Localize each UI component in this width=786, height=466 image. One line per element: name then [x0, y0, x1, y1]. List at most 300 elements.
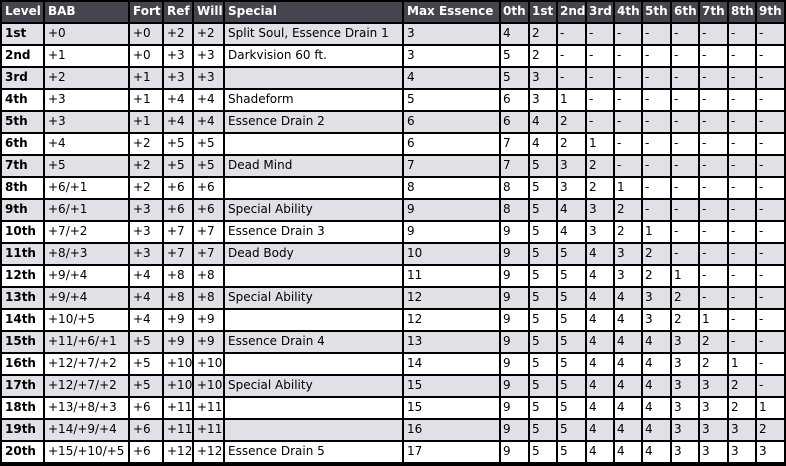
table-row [1, 133, 785, 155]
cell-s9: - [756, 243, 785, 265]
cell-s0: 9 [500, 397, 529, 419]
cell-s1: 5 [529, 309, 557, 331]
col-header-s3: 3rd [586, 1, 614, 23]
cell-s5: - [642, 89, 671, 111]
cell-fort: +3 [129, 221, 163, 243]
cell-fort: +5 [129, 375, 163, 397]
cell-s2: 5 [557, 309, 586, 331]
cell-bab: +13/+8/+3 [44, 397, 129, 419]
table-row [1, 177, 785, 199]
cell-s8: - [728, 331, 756, 353]
cell-fort: +6 [129, 397, 163, 419]
class-table-body [1, 23, 785, 464]
cell-s9: - [756, 221, 785, 243]
cell-s7: - [699, 111, 728, 133]
cell-fort: +2 [129, 133, 163, 155]
cell-s7: - [699, 155, 728, 177]
cell-max_essence: 16 [403, 419, 500, 441]
cell-ref: +5 [163, 155, 193, 177]
table-row [1, 441, 785, 464]
cell-s3: 4 [586, 441, 614, 464]
cell-s7: - [699, 45, 728, 67]
cell-s9: - [756, 133, 785, 155]
cell-s3: 2 [586, 155, 614, 177]
cell-s9: - [756, 353, 785, 375]
cell-s5: 4 [642, 419, 671, 441]
cell-max_essence: 15 [403, 375, 500, 397]
cell-level: 7th [1, 155, 44, 177]
cell-s5: 4 [642, 441, 671, 464]
cell-ref: +9 [163, 331, 193, 353]
cell-s7: 3 [699, 441, 728, 464]
cell-will: +9 [193, 309, 224, 331]
cell-s4: 4 [614, 397, 642, 419]
table-header [1, 1, 785, 23]
cell-level: 1st [1, 23, 44, 45]
cell-s3: - [586, 45, 614, 67]
cell-s1: 5 [529, 199, 557, 221]
cell-level: 4th [1, 89, 44, 111]
cell-s6: 2 [671, 309, 699, 331]
cell-s0: 4 [500, 23, 529, 45]
cell-s2: 5 [557, 265, 586, 287]
cell-s2: 2 [557, 111, 586, 133]
cell-s0: 9 [500, 441, 529, 464]
cell-s2: 5 [557, 441, 586, 464]
cell-s7: 1 [699, 309, 728, 331]
cell-s2: 5 [557, 353, 586, 375]
cell-special: Shadeform [224, 89, 403, 111]
cell-s1: 4 [529, 111, 557, 133]
cell-ref: +9 [163, 309, 193, 331]
cell-s4: 4 [614, 375, 642, 397]
table-row [1, 45, 785, 67]
cell-s5: - [642, 67, 671, 89]
cell-max_essence: 17 [403, 441, 500, 464]
col-header-fort: Fort [129, 1, 163, 23]
cell-ref: +12 [163, 441, 193, 464]
cell-s5: - [642, 111, 671, 133]
cell-s9: - [756, 177, 785, 199]
cell-special [224, 353, 403, 375]
cell-special: Dead Body [224, 243, 403, 265]
cell-s0: 9 [500, 243, 529, 265]
cell-bab: +15/+10/+5 [44, 441, 129, 464]
cell-s5: 3 [642, 287, 671, 309]
cell-s8: - [728, 265, 756, 287]
cell-bab: +12/+7/+2 [44, 353, 129, 375]
cell-level: 17th [1, 375, 44, 397]
cell-max_essence: 6 [403, 133, 500, 155]
cell-special: Essence Drain 2 [224, 111, 403, 133]
cell-ref: +4 [163, 111, 193, 133]
cell-ref: +7 [163, 243, 193, 265]
cell-max_essence: 9 [403, 221, 500, 243]
cell-s9: - [756, 89, 785, 111]
cell-level: 2nd [1, 45, 44, 67]
cell-fort: +2 [129, 155, 163, 177]
cell-s3: 1 [586, 133, 614, 155]
cell-level: 12th [1, 265, 44, 287]
cell-s4: 2 [614, 221, 642, 243]
cell-fort: +0 [129, 45, 163, 67]
cell-s2: 5 [557, 397, 586, 419]
table-row [1, 353, 785, 375]
cell-special: Essence Drain 5 [224, 441, 403, 464]
cell-max_essence: 11 [403, 265, 500, 287]
cell-will: +3 [193, 45, 224, 67]
cell-max_essence: 13 [403, 331, 500, 353]
cell-s1: 2 [529, 23, 557, 45]
cell-s8: - [728, 111, 756, 133]
cell-s6: 3 [671, 419, 699, 441]
cell-s4: 2 [614, 199, 642, 221]
col-header-level: Level [1, 1, 44, 23]
cell-s3: - [586, 23, 614, 45]
cell-s1: 5 [529, 265, 557, 287]
cell-s9: 3 [756, 441, 785, 464]
cell-ref: +3 [163, 67, 193, 89]
cell-bab: +12/+7/+2 [44, 375, 129, 397]
cell-level: 16th [1, 353, 44, 375]
cell-s7: - [699, 265, 728, 287]
table-row [1, 243, 785, 265]
col-header-s7: 7th [699, 1, 728, 23]
cell-s2: - [557, 23, 586, 45]
cell-s9: - [756, 23, 785, 45]
cell-s7: - [699, 287, 728, 309]
cell-s6: - [671, 111, 699, 133]
cell-s0: 9 [500, 331, 529, 353]
cell-s0: 6 [500, 89, 529, 111]
cell-bab: +3 [44, 111, 129, 133]
cell-s9: - [756, 45, 785, 67]
cell-will: +11 [193, 419, 224, 441]
cell-will: +9 [193, 331, 224, 353]
header-row [1, 1, 785, 23]
cell-will: +4 [193, 89, 224, 111]
cell-s4: - [614, 155, 642, 177]
cell-s8: - [728, 309, 756, 331]
cell-s3: 4 [586, 265, 614, 287]
cell-special: Special Ability [224, 287, 403, 309]
cell-s0: 5 [500, 45, 529, 67]
cell-s9: - [756, 155, 785, 177]
cell-s4: 4 [614, 441, 642, 464]
cell-special [224, 419, 403, 441]
cell-will: +3 [193, 67, 224, 89]
cell-s7: - [699, 89, 728, 111]
cell-max_essence: 8 [403, 177, 500, 199]
cell-special: Essence Drain 3 [224, 221, 403, 243]
cell-special [224, 177, 403, 199]
table-row [1, 265, 785, 287]
cell-ref: +6 [163, 199, 193, 221]
cell-s6: - [671, 45, 699, 67]
cell-s6: - [671, 199, 699, 221]
cell-s8: - [728, 199, 756, 221]
cell-max_essence: 12 [403, 309, 500, 331]
cell-will: +8 [193, 287, 224, 309]
table-row [1, 287, 785, 309]
cell-s1: 5 [529, 397, 557, 419]
cell-s2: 5 [557, 243, 586, 265]
cell-s1: 5 [529, 441, 557, 464]
cell-s2: 5 [557, 331, 586, 353]
cell-s5: 4 [642, 397, 671, 419]
cell-fort: +1 [129, 67, 163, 89]
cell-s1: 5 [529, 331, 557, 353]
cell-bab: +9/+4 [44, 265, 129, 287]
table-row [1, 89, 785, 111]
cell-s5: - [642, 155, 671, 177]
cell-s6: - [671, 155, 699, 177]
table-row [1, 111, 785, 133]
cell-s6: 1 [671, 265, 699, 287]
cell-s2: 4 [557, 199, 586, 221]
cell-s3: 4 [586, 243, 614, 265]
cell-special: Essence Drain 4 [224, 331, 403, 353]
col-header-s1: 1st [529, 1, 557, 23]
cell-s5: 2 [642, 243, 671, 265]
cell-s4: 4 [614, 419, 642, 441]
cell-special [224, 309, 403, 331]
cell-s8: 3 [728, 419, 756, 441]
cell-bab: +6/+1 [44, 199, 129, 221]
cell-s6: 3 [671, 331, 699, 353]
table-row [1, 155, 785, 177]
table-row [1, 67, 785, 89]
col-header-s4: 4th [614, 1, 642, 23]
cell-level: 11th [1, 243, 44, 265]
cell-max_essence: 7 [403, 155, 500, 177]
cell-fort: +6 [129, 441, 163, 464]
cell-fort: +3 [129, 199, 163, 221]
cell-s1: 3 [529, 67, 557, 89]
cell-s0: 8 [500, 199, 529, 221]
col-header-ref: Ref [163, 1, 193, 23]
cell-s2: - [557, 45, 586, 67]
cell-ref: +2 [163, 23, 193, 45]
cell-will: +6 [193, 199, 224, 221]
cell-level: 13th [1, 287, 44, 309]
cell-s2: - [557, 67, 586, 89]
cell-s2: 5 [557, 375, 586, 397]
cell-level: 9th [1, 199, 44, 221]
cell-s0: 9 [500, 353, 529, 375]
cell-s8: - [728, 221, 756, 243]
cell-special [224, 265, 403, 287]
cell-s8: - [728, 287, 756, 309]
cell-s0: 9 [500, 265, 529, 287]
cell-s0: 9 [500, 375, 529, 397]
cell-max_essence: 6 [403, 111, 500, 133]
cell-s4: 3 [614, 243, 642, 265]
cell-s6: 3 [671, 353, 699, 375]
cell-bab: +3 [44, 89, 129, 111]
cell-s6: - [671, 221, 699, 243]
cell-s9: - [756, 111, 785, 133]
cell-s5: - [642, 23, 671, 45]
cell-s7: - [699, 177, 728, 199]
col-header-s0: 0th [500, 1, 529, 23]
cell-max_essence: 3 [403, 23, 500, 45]
cell-s3: 4 [586, 287, 614, 309]
cell-bab: +10/+5 [44, 309, 129, 331]
table-row [1, 419, 785, 441]
cell-s7: 3 [699, 397, 728, 419]
cell-s9: - [756, 375, 785, 397]
cell-bab: +7/+2 [44, 221, 129, 243]
cell-fort: +1 [129, 89, 163, 111]
cell-max_essence: 9 [403, 199, 500, 221]
cell-bab: +14/+9/+4 [44, 419, 129, 441]
cell-fort: +5 [129, 331, 163, 353]
cell-bab: +6/+1 [44, 177, 129, 199]
cell-max_essence: 5 [403, 89, 500, 111]
col-header-s2: 2nd [557, 1, 586, 23]
cell-s8: - [728, 133, 756, 155]
cell-s3: 3 [586, 199, 614, 221]
cell-s6: - [671, 177, 699, 199]
cell-s9: - [756, 265, 785, 287]
cell-s0: 9 [500, 287, 529, 309]
table-row [1, 331, 785, 353]
cell-s7: - [699, 199, 728, 221]
cell-s7: 2 [699, 331, 728, 353]
cell-s8: - [728, 45, 756, 67]
cell-fort: +3 [129, 243, 163, 265]
cell-special: Special Ability [224, 375, 403, 397]
col-header-s9: 9th [756, 1, 785, 23]
cell-ref: +11 [163, 397, 193, 419]
cell-s9: - [756, 309, 785, 331]
cell-max_essence: 10 [403, 243, 500, 265]
cell-s6: - [671, 67, 699, 89]
cell-level: 6th [1, 133, 44, 155]
cell-s3: 4 [586, 419, 614, 441]
cell-s1: 5 [529, 221, 557, 243]
cell-s3: 2 [586, 177, 614, 199]
cell-s4: 4 [614, 287, 642, 309]
cell-fort: +4 [129, 287, 163, 309]
cell-ref: +6 [163, 177, 193, 199]
cell-level: 3rd [1, 67, 44, 89]
cell-will: +2 [193, 23, 224, 45]
cell-s7: 3 [699, 375, 728, 397]
table-row [1, 23, 785, 45]
cell-s1: 5 [529, 155, 557, 177]
cell-ref: +7 [163, 221, 193, 243]
cell-special: Dead Mind [224, 155, 403, 177]
cell-max_essence: 3 [403, 45, 500, 67]
cell-s4: - [614, 133, 642, 155]
cell-fort: +4 [129, 309, 163, 331]
col-header-special: Special [224, 1, 403, 23]
cell-s2: 3 [557, 177, 586, 199]
cell-s7: 2 [699, 353, 728, 375]
cell-level: 19th [1, 419, 44, 441]
cell-s2: 5 [557, 419, 586, 441]
cell-ref: +4 [163, 89, 193, 111]
cell-bab: +11/+6/+1 [44, 331, 129, 353]
cell-max_essence: 12 [403, 287, 500, 309]
cell-s8: 2 [728, 375, 756, 397]
cell-s8: - [728, 155, 756, 177]
cell-will: +4 [193, 111, 224, 133]
table-row [1, 199, 785, 221]
cell-s4: - [614, 67, 642, 89]
cell-s6: 3 [671, 441, 699, 464]
table-row [1, 309, 785, 331]
cell-s1: 5 [529, 287, 557, 309]
col-header-will: Will [193, 1, 224, 23]
col-header-s5: 5th [642, 1, 671, 23]
cell-fort: +5 [129, 353, 163, 375]
cell-will: +6 [193, 177, 224, 199]
cell-s6: 3 [671, 375, 699, 397]
cell-ref: +8 [163, 287, 193, 309]
cell-bab: +4 [44, 133, 129, 155]
cell-s3: 4 [586, 353, 614, 375]
cell-ref: +11 [163, 419, 193, 441]
table-row [1, 375, 785, 397]
cell-s5: 1 [642, 221, 671, 243]
cell-fort: +1 [129, 111, 163, 133]
cell-max_essence: 14 [403, 353, 500, 375]
table-row [1, 397, 785, 419]
cell-s0: 8 [500, 177, 529, 199]
cell-will: +5 [193, 155, 224, 177]
cell-fort: +0 [129, 23, 163, 45]
cell-s4: - [614, 45, 642, 67]
cell-s9: - [756, 331, 785, 353]
cell-special: Split Soul, Essence Drain 1 [224, 23, 403, 45]
cell-s0: 9 [500, 309, 529, 331]
cell-s1: 4 [529, 133, 557, 155]
cell-s1: 2 [529, 45, 557, 67]
cell-s4: - [614, 111, 642, 133]
cell-will: +7 [193, 243, 224, 265]
cell-bab: +5 [44, 155, 129, 177]
col-header-max_essence: Max Essence [403, 1, 500, 23]
cell-s8: - [728, 177, 756, 199]
cell-special: Darkvision 60 ft. [224, 45, 403, 67]
cell-s1: 5 [529, 375, 557, 397]
cell-s8: 1 [728, 353, 756, 375]
cell-s5: 2 [642, 265, 671, 287]
cell-ref: +8 [163, 265, 193, 287]
cell-s5: - [642, 177, 671, 199]
cell-s9: - [756, 199, 785, 221]
cell-fort: +2 [129, 177, 163, 199]
cell-s3: 4 [586, 397, 614, 419]
cell-s8: 2 [728, 397, 756, 419]
cell-s1: 5 [529, 353, 557, 375]
cell-s6: - [671, 23, 699, 45]
cell-s5: 4 [642, 353, 671, 375]
cell-s3: 4 [586, 331, 614, 353]
cell-s0: 5 [500, 67, 529, 89]
cell-s9: 2 [756, 419, 785, 441]
cell-will: +10 [193, 353, 224, 375]
cell-s8: 3 [728, 441, 756, 464]
cell-s8: - [728, 23, 756, 45]
cell-ref: +5 [163, 133, 193, 155]
cell-special [224, 67, 403, 89]
cell-will: +5 [193, 133, 224, 155]
cell-ref: +10 [163, 353, 193, 375]
